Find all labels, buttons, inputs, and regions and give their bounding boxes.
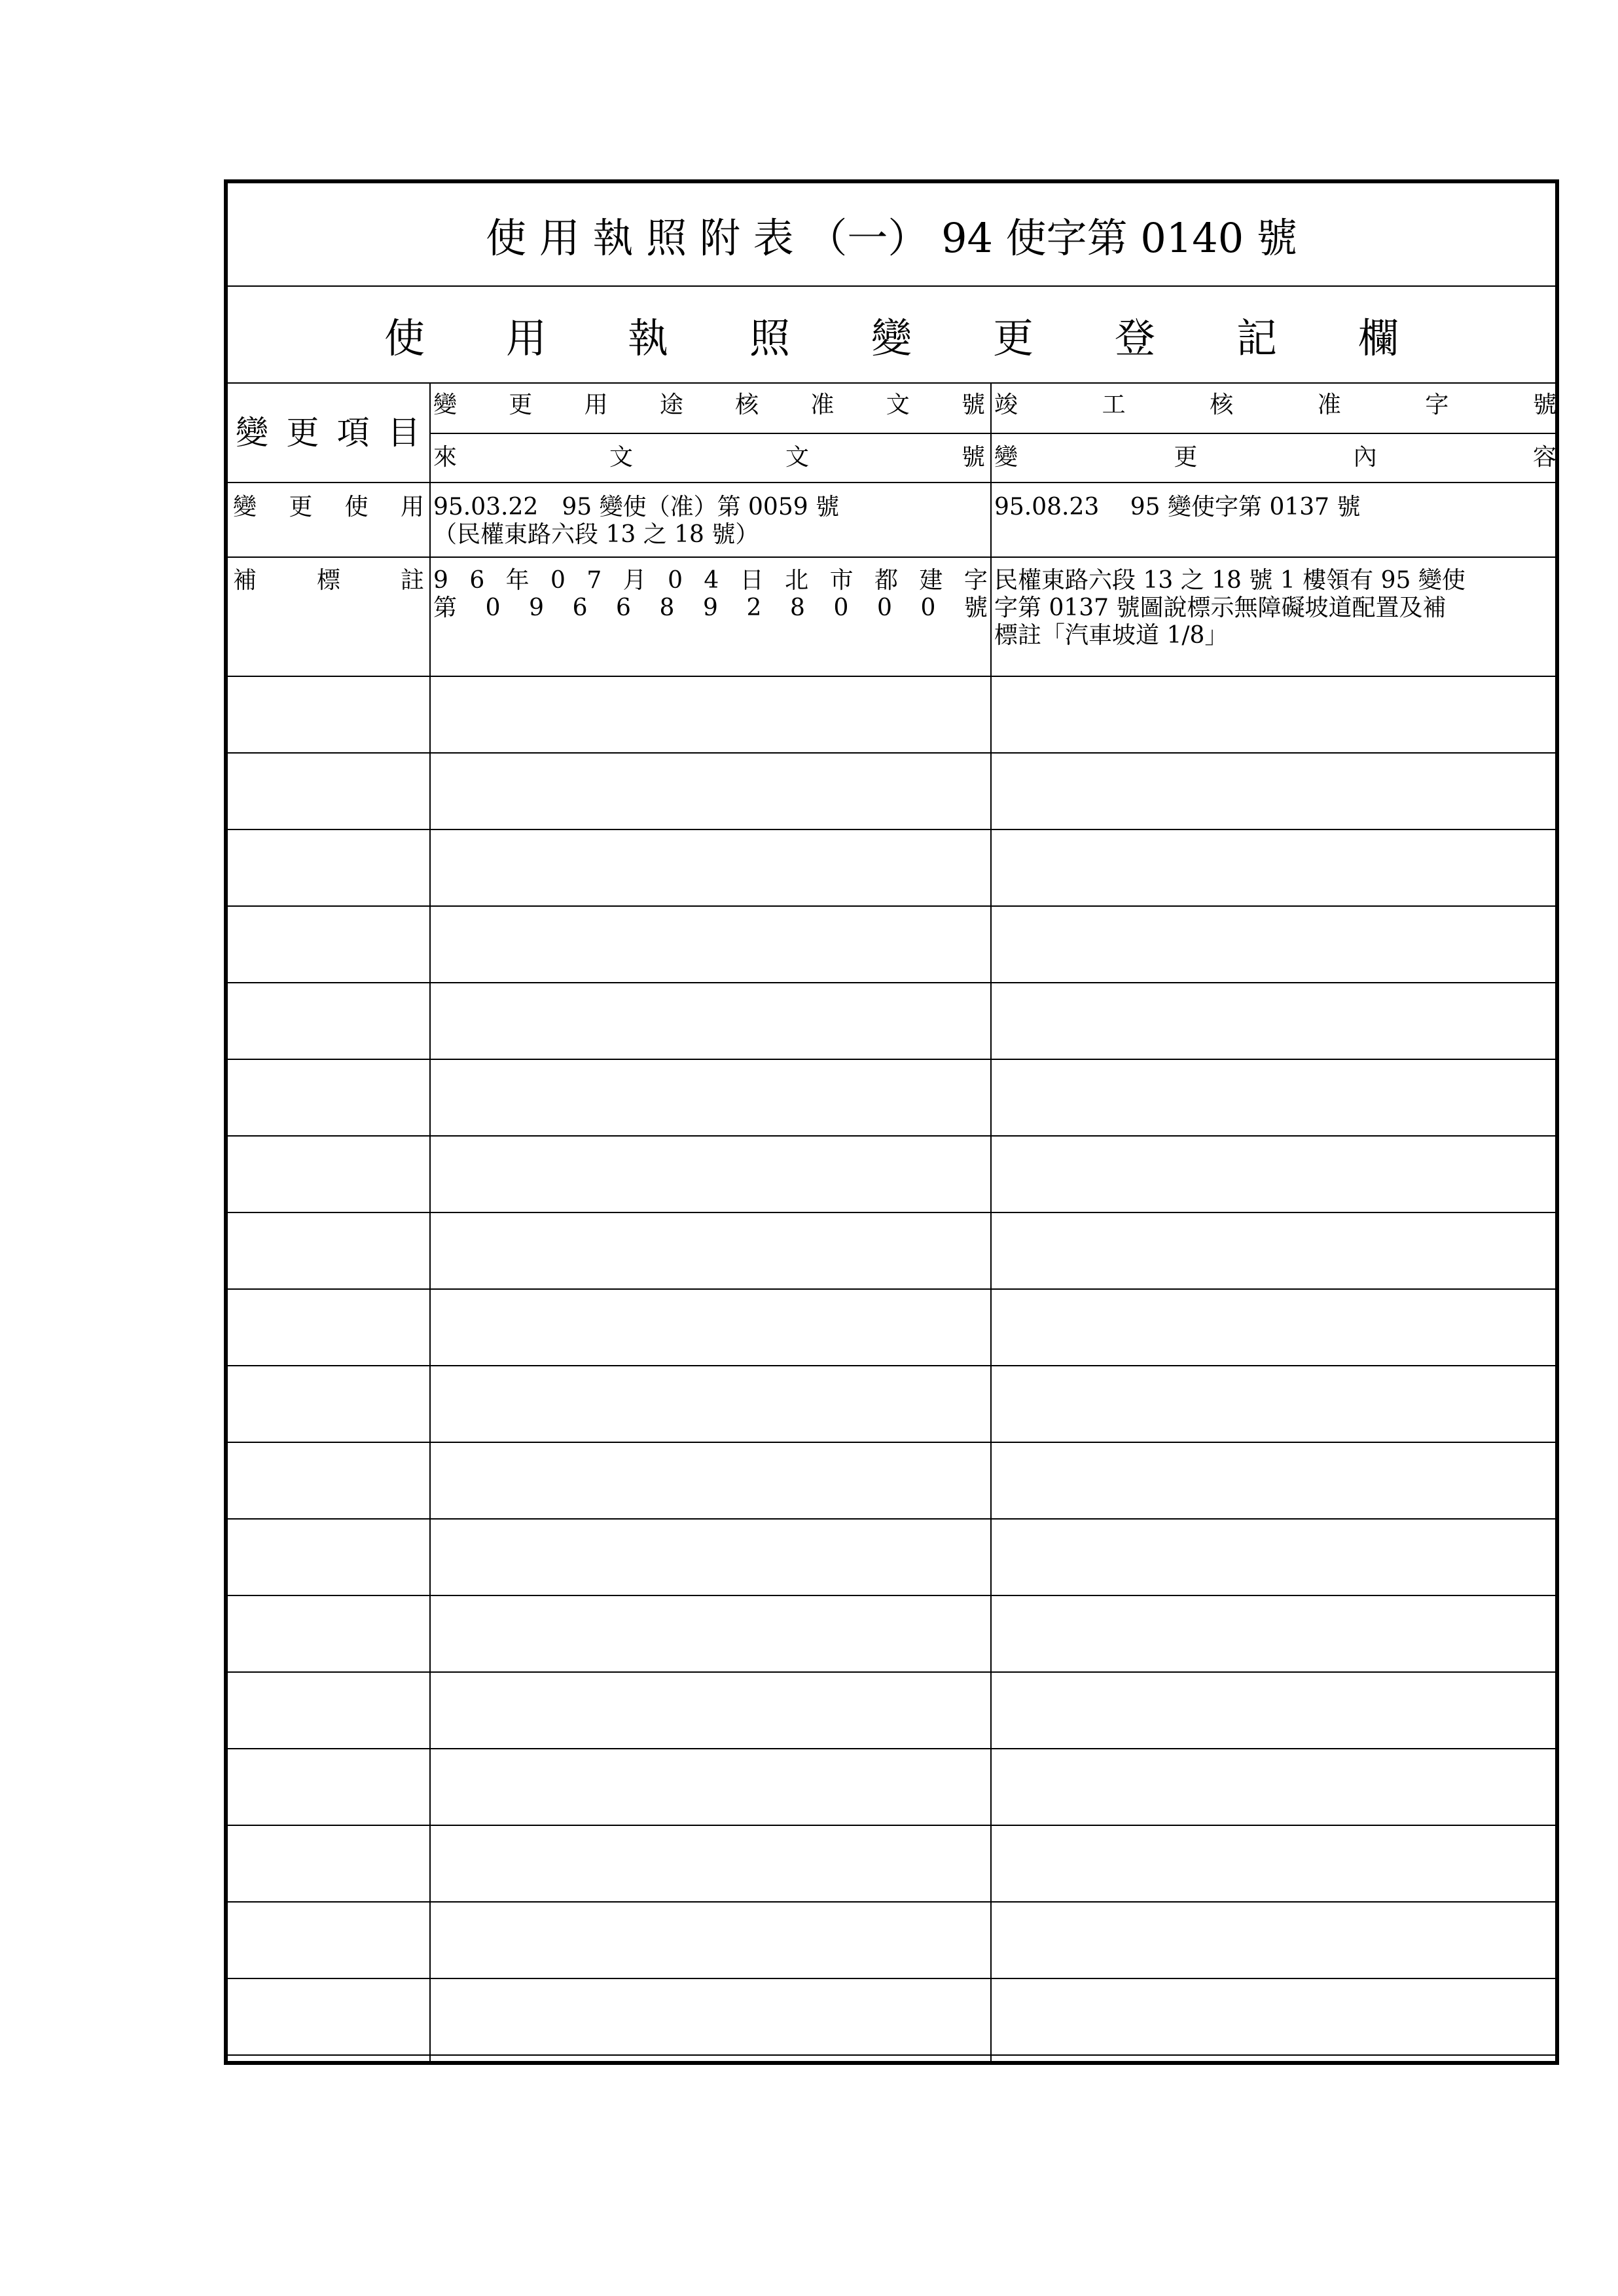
label-char: 更 — [509, 392, 533, 418]
label-char: 變 — [433, 392, 458, 418]
blank-row-line — [228, 1365, 1555, 1366]
label-char: 0 — [668, 567, 683, 594]
label-char: 2 — [746, 594, 762, 621]
header-mid-divider — [429, 433, 1555, 434]
row-1-doc — [433, 494, 989, 549]
label-char: 標 — [316, 567, 340, 594]
label-char: 市 — [829, 567, 854, 594]
label-char: 第 — [433, 594, 458, 621]
label-char: 年 — [505, 567, 530, 594]
blank-row-line — [228, 982, 1555, 983]
column-divider-1 — [429, 382, 431, 2061]
label-char: 文 — [785, 444, 809, 471]
label-char: 工 — [1102, 392, 1126, 418]
label-char: 9 — [529, 594, 544, 621]
label-char: 核 — [735, 392, 759, 418]
blank-row-line — [228, 1135, 1555, 1137]
blank-row-line — [228, 1059, 1555, 1060]
label-char: 都 — [874, 567, 898, 594]
label-char: 更 — [1174, 444, 1198, 471]
blank-row-line — [228, 1518, 1555, 1520]
label-char: 6 — [469, 567, 485, 594]
label-char: 6 — [616, 594, 631, 621]
label-char: 月 — [622, 567, 647, 594]
label-char: 文 — [886, 392, 910, 418]
label-char: 0 — [920, 594, 936, 621]
blank-row-line — [228, 2054, 1555, 2056]
label-char: 准 — [1317, 392, 1341, 418]
label-char: 變 — [233, 494, 257, 520]
blank-row-line — [228, 1901, 1555, 1903]
blank-row-line — [228, 1671, 1555, 1673]
label-char: 8 — [659, 594, 675, 621]
row-2-doc-line1 — [433, 567, 988, 594]
row-2-content-line3: 標註「汽車坡道 1/8」 — [994, 622, 1229, 649]
label-char: 號 — [961, 444, 985, 471]
form-subtitle: 使 用 執 照 變 更 登 記 欄 — [384, 314, 1399, 362]
blank-row-line — [228, 1212, 1555, 1213]
label-char: 北 — [785, 567, 809, 594]
label-char: 使 — [344, 494, 369, 520]
label-char: 號 — [961, 392, 985, 418]
label-char: 0 — [833, 594, 849, 621]
label-char: 0 — [485, 594, 501, 621]
blank-row-line — [228, 829, 1555, 830]
row-2-doc-line2 — [433, 594, 988, 622]
usage-license-form — [224, 179, 1559, 2065]
row-2-content — [994, 567, 1558, 649]
label-char: 7 — [586, 567, 602, 594]
label-char: 項 — [336, 414, 370, 452]
label-char: 文 — [609, 444, 633, 471]
form-title — [228, 183, 1555, 285]
form-title-text: 使 用 執 照 附 表 （一） 94 使字第 0140 號 — [486, 213, 1297, 262]
label-char: 0 — [550, 567, 566, 594]
label-char: 字 — [1425, 392, 1449, 418]
label-char: 用 — [400, 494, 424, 520]
label-char: 用 — [584, 392, 608, 418]
label-char: 變 — [236, 414, 268, 452]
label-char: 字 — [963, 567, 988, 594]
label-char: 內 — [1353, 444, 1377, 471]
label-char: 來 — [433, 444, 458, 471]
blank-row-line — [228, 1748, 1555, 1749]
row-2-content-line2: 字第 0137 號圖說標示無障礙坡道配置及補 — [994, 594, 1447, 621]
blank-row-line — [228, 752, 1555, 754]
blank-row-line — [228, 905, 1555, 907]
header-change-content — [992, 444, 1559, 471]
blank-row-line — [228, 1288, 1555, 1290]
label-char: 6 — [572, 594, 588, 621]
label-char: 更 — [289, 494, 313, 520]
label-char: 變 — [994, 444, 1018, 471]
label-char: 目 — [387, 414, 420, 452]
blank-row-line — [228, 1595, 1555, 1596]
row-2-doc — [433, 567, 988, 622]
row-1-item — [230, 494, 428, 521]
column-divider-2 — [990, 382, 992, 2061]
label-char: 8 — [789, 594, 805, 621]
label-char: 9 — [703, 594, 718, 621]
label-char: 補 — [233, 567, 257, 594]
header-incoming-doc-no — [431, 444, 989, 471]
row-2-item — [230, 567, 428, 594]
row-1-content — [994, 494, 1557, 521]
label-char: 准 — [810, 392, 835, 418]
label-char: 號 — [963, 594, 988, 621]
label-char: 核 — [1210, 392, 1234, 418]
header-approval-doc-no — [431, 392, 989, 419]
header-change-item — [228, 384, 429, 482]
row-2-content-line1: 民權東路六段 13 之 18 號 1 樓領有 95 變使 — [994, 567, 1465, 594]
label-char: 9 — [433, 567, 448, 594]
blank-row-line — [228, 676, 1555, 677]
label-char: 0 — [876, 594, 892, 621]
label-char: 號 — [1532, 392, 1556, 418]
row-1-doc-line2: （民權東路六段 13 之 18 號） — [433, 521, 759, 548]
label-char: 更 — [286, 414, 319, 452]
blank-row-line — [228, 1978, 1555, 1979]
label-char: 建 — [919, 567, 943, 594]
row-1-bottom — [228, 556, 1555, 558]
blank-row-line — [228, 1825, 1555, 1826]
label-char: 註 — [400, 567, 424, 594]
header-bottom-divider — [228, 482, 1555, 483]
header-completion-no — [992, 392, 1559, 419]
row-1-content-line1: 95.08.23 95 變使字第 0137 號 — [994, 494, 1361, 520]
label-char: 途 — [659, 392, 683, 418]
label-char: 日 — [740, 567, 764, 594]
blank-row-line — [228, 1442, 1555, 1443]
label-char: 竣 — [994, 392, 1018, 418]
row-1-doc-line1: 95.03.22 95 變使（准）第 0059 號 — [433, 494, 840, 520]
label-char: 容 — [1532, 444, 1556, 471]
label-char: 4 — [704, 567, 719, 594]
